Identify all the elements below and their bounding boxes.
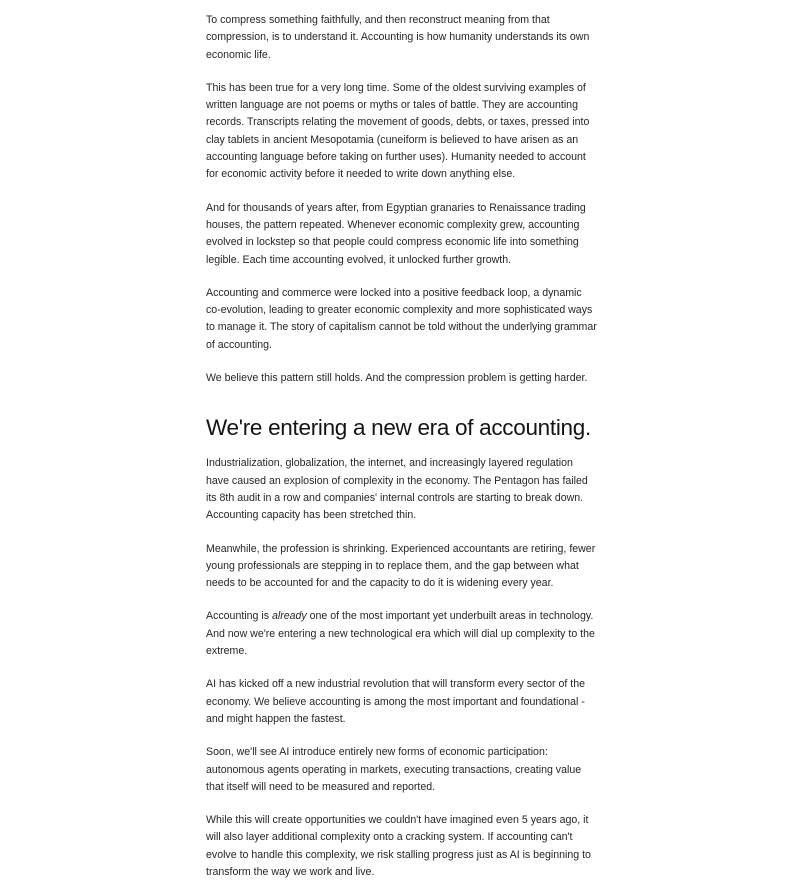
paragraph-ai-agents: Soon, we'll see AI introduce entirely new forms of economic participation: autonomous agents operating in markets, executing transactions, creating value that itself will need to be measured and reported.: [206, 746, 582, 793]
paragraph-history: This has been true for a very long time. Some of the oldest surviving examples of written language are not poems or myths or tales of battle. They are accounting records. Transcripts relating the movement of goods, debts, or taxes, pressed into clay tablets in ancient Mesopotamia (cuneiform is believed to have arisen as an accounting language before taking on further uses). Humanity needed to account for economic activity before it needed to write down anything else.: [206, 81, 590, 181]
emphasis-word: already: [271, 610, 307, 623]
paragraph-complexity: Industrialization, globalization, the internet, and increasingly layered regulation have caused an explosion of complexity in the economy. The Pentagon has failed its 8th audit in a row and companies' internal controls are starting to break down. Accounting capacity has been stretched thin.: [206, 457, 588, 522]
paragraph-compression: To compress something faithfully, and then reconstruct meaning from that compression, is to understand it. Accounting is how humanity understands its own economic life.: [206, 14, 590, 61]
paragraph-pattern-holds: We believe this pattern still holds. And the compression problem is getting harder.: [206, 372, 588, 385]
paragraph-ai-revolution: AI has kicked off a new industrial revolution that will transform every sector of the economy. We believe accounting is among the most important and foundational - and might happen the fastest.: [206, 678, 586, 725]
paragraph-profession-shrinking: Meanwhile, the profession is shrinking. Experienced accountants are retiring, fewer young professionals are stepping in to replace them, and the gap between what needs to be accounted for and the capacity to do it is widening every year.: [206, 542, 596, 590]
article-body: [206, 12, 598, 881]
section-heading: We're entering a new era of accounting.: [206, 415, 591, 441]
emphasis-text-before: Accounting is: [206, 610, 272, 623]
emphasis-text-after: one of the most important yet underbuilt areas in technology. And now we're entering a new technological era which will dial up complexity to the extreme.: [206, 610, 595, 658]
paragraph-cracking-system: While this will create opportunities we couldn't have imagined even 5 years ago, it will also layer additional complexity onto a cracking system. If accounting can't evolve to handle this complexity, we risk stalling progress just as AI is beginning to transform the way we work and live.: [206, 814, 591, 878]
paragraph-feedback-loop: Accounting and commerce were locked into a positive feedback loop, a dynamic co-evolution, leading to greater economic complexity and more sophisticated ways to manage it. The story of capitalism cannot be told without the underlying grammar of accounting.: [206, 286, 597, 351]
paragraph-pattern: And for thousands of years after, from Egyptian granaries to Renaissance trading houses, the pattern repeated. Whenever economic complexity grew, accounting evolved in lockstep so that people could compress economic life into something legible. Each time accounting evolved, it unlocked further growth.: [206, 201, 586, 266]
paragraph-underbuilt: [206, 608, 598, 660]
